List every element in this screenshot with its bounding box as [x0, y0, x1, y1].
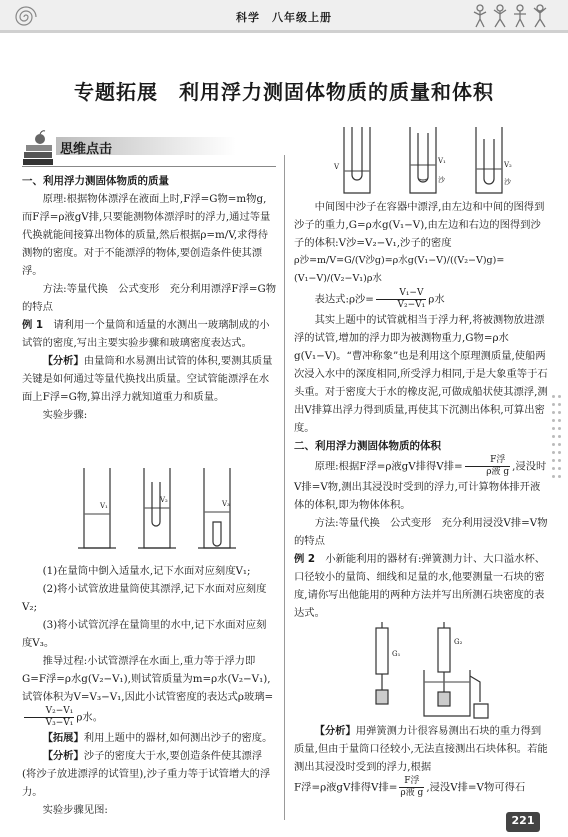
analysis-1-label: 【分析】: [42, 355, 84, 367]
analysis-3: [294, 722, 548, 776]
figure-3-label-g2: G₂: [454, 638, 463, 646]
derivation-tail: ρ水。: [76, 711, 104, 724]
figure-2-label-sand2: 沙: [504, 178, 511, 186]
figure-1-label-v2: V₂: [160, 496, 168, 504]
principle-2-text-b: ,浸没时V排=V物,测出其浸没时受到的浮力,可计算物体排开液体的体积,即为物体体积。: [294, 460, 547, 511]
principle-paragraph: 原理:根据物体漂浮在液面上时,F浮=G物=m物g,而F浮=ρ液gV排,只要能测物体漂浮时的浮力,通过等量代换就能间接算出物体的质量,然后根据ρ=m/V,求得待测物的密度。对于不能漂浮的物体,要创造条件使其漂浮。: [22, 193, 271, 277]
principle-2-numerator: F浮: [465, 455, 511, 467]
analysis-2-label: 【分析】: [42, 750, 84, 762]
extension-label: 【拓展】: [42, 732, 84, 744]
analysis-3-text: 用弹簧测力计很容易测出石块的重力得到质量,但由于量筒口径较小,无法直接测出石块体积。若能测出其浸没时受到的浮力,根据: [294, 725, 548, 773]
figure-2-label-v: V: [334, 163, 340, 171]
sand-expression-denominator: V₂−V₁: [397, 300, 426, 310]
cylinder-figure-1: [70, 462, 250, 558]
analysis-3-label: 【分析】: [314, 725, 356, 737]
right-column: [294, 198, 548, 622]
banner-label: 思维点击: [60, 142, 113, 157]
steps-2-label: 实验步骤见图:: [42, 804, 108, 816]
method-2: 方法:等量代换 公式变形 充分利用浸没V排=V物的特点: [294, 517, 548, 547]
analysis-2: [22, 747, 276, 801]
cylinder-figure-2: [330, 125, 520, 201]
sand-paragraph: 中间图中沙子在容器中漂浮,由左边和中间的图得到沙子的重力,G=ρ水g(V₁−V),由左边和右边的图得到沙子的体积:V沙=V₂−V₁,沙子的密度: [294, 201, 545, 249]
running-header: 科学 八年级上册: [236, 11, 332, 24]
analysis-2-text: 沙子的密度大于水,要创造条件使其漂浮(将沙子放进漂浮的试管里),沙子重力等于试管增大的浮力。: [22, 750, 271, 798]
section-heading-2: 二、利用浮力测固体物质的体积: [294, 440, 441, 452]
principle-2-denominator: ρ液 g: [486, 467, 510, 477]
principle-2: [294, 455, 548, 514]
section-heading-1: 一、利用浮力测固体物质的质量: [22, 175, 169, 187]
analysis-1: [22, 352, 276, 406]
example-2-label: 例 2: [294, 553, 316, 565]
step-2: (2)将小试管放进量筒使其漂浮,记下水面对应刻度V₂;: [22, 583, 267, 613]
left-column: [22, 172, 276, 424]
extension-text: 利用上题中的器材,如何测出沙子的密度。: [83, 732, 273, 744]
sand-expression: [294, 288, 548, 311]
page-title: 专题拓展 利用浮力测固体物质的质量和体积: [74, 80, 494, 104]
banner-rule: [22, 166, 276, 167]
column-divider: [284, 155, 285, 820]
method-paragraph: 方法:等量代换 公式变形 充分利用漂浮F浮=G物的特点: [22, 283, 276, 313]
example-1-label: 例 1: [22, 319, 44, 331]
figure-2-label-v1: V₁: [438, 157, 446, 165]
sand-density-equation: ρ沙=m/V=G/(V沙g)=ρ水g(V₁−V)/((V₂−V)g)=(V₁−V)/(V₂−V₁)ρ水: [294, 255, 505, 284]
step-1: (1)在量筒中倒入适量水,记下水面对应刻度V₁;: [42, 565, 251, 577]
dancing-figures-icon: [470, 2, 560, 34]
step-3: (3)将小试管沉浮在量筒里的水中,记下水面对应刻度V₃。: [22, 619, 267, 649]
derivation-denominator: V₃−V₁: [45, 718, 74, 728]
analysis-3-numerator: F浮: [399, 776, 424, 788]
steps-label: 实验步骤:: [42, 409, 88, 421]
right-column-lower: [294, 722, 548, 799]
derivation: [22, 652, 276, 729]
principle-2-text-a: 原理:根据F浮=ρ液gV排得V排=: [314, 460, 463, 473]
analysis-3-last-a: F浮=ρ液gV排得V排=: [294, 781, 398, 794]
example-2: [294, 550, 548, 622]
sand-expression-fraction: [376, 288, 426, 311]
derivation-fraction: [24, 706, 74, 729]
page-number: 221: [511, 814, 535, 827]
derivation-text: 推导过程:小试管漂浮在水面上,重力等于浮力即G=F浮=ρ水g(V₂−V₁),则试管质量为m=ρ水(V₂−V₁),试管体积为V=V₃−V₁,因此小试管密度的表达式ρ玻璃=: [22, 655, 274, 703]
balance-paragraph: 其实上题中的试管就相当于浮力秤,将被测物放进漂浮的试管,增加的浮力即为被测物重力,G物=ρ水g(V₁−V)。“曹冲称象”也是利用这个原理测质量,使船两次浸入水中的深度相同,所受浮力相同,于是大象重等于石头重。对于密度大于水的橡皮泥,可做成船状使其漂浮,测出V排算出浮力得到质量,再使其下沉测出体积,可算出密度。: [294, 314, 548, 434]
left-column-lower: [22, 562, 276, 819]
example-1: [22, 316, 276, 352]
decorative-dots: [552, 395, 564, 505]
sand-expression-label: 表达式:ρ沙=: [314, 293, 374, 306]
figure-2-label-sand1: 沙: [438, 176, 445, 184]
analysis-3-denominator: ρ液 g: [400, 788, 424, 798]
spring-scale-figure: [358, 620, 498, 724]
figure-3-label-g1: G₁: [392, 650, 401, 658]
figure-1-label-v3: V₃: [222, 500, 230, 508]
principle-2-fraction: [465, 455, 511, 478]
figure-1-label-v1: V₁: [100, 502, 108, 510]
extension: [22, 729, 276, 747]
example-1-text: 请利用一个量筒和适量的水测出一玻璃制成的小试管的密度,写出主要实验步骤和玻璃密度表达式。: [22, 319, 270, 349]
figure-2-label-v2: V₂: [504, 161, 512, 169]
analysis-1-text: 由量筒和水易测出试管的体积,要测其质量关键是如何通过等量代换找出质量。空试管能漂浮在水面上F浮=G物,算出浮力就知道重力和质量。: [22, 355, 273, 403]
example-2-text: 小新能利用的器材有:弹簧测力计、大口溢水杯、口径较小的量筒、细线和足量的水,他要测量一石块的密度,请你写出他能用的两种方法并写出所测石块密度的表达式。: [294, 553, 546, 619]
derivation-numerator: V₂−V₁: [24, 706, 74, 718]
sand-expression-numerator: V₁−V: [376, 288, 426, 300]
sand-expression-tail: ρ水: [428, 293, 445, 306]
analysis-3-last-line: [294, 776, 548, 799]
analysis-3-fraction: [399, 776, 424, 799]
analysis-3-last-b: ,浸没V排=V物可得石: [426, 781, 526, 794]
